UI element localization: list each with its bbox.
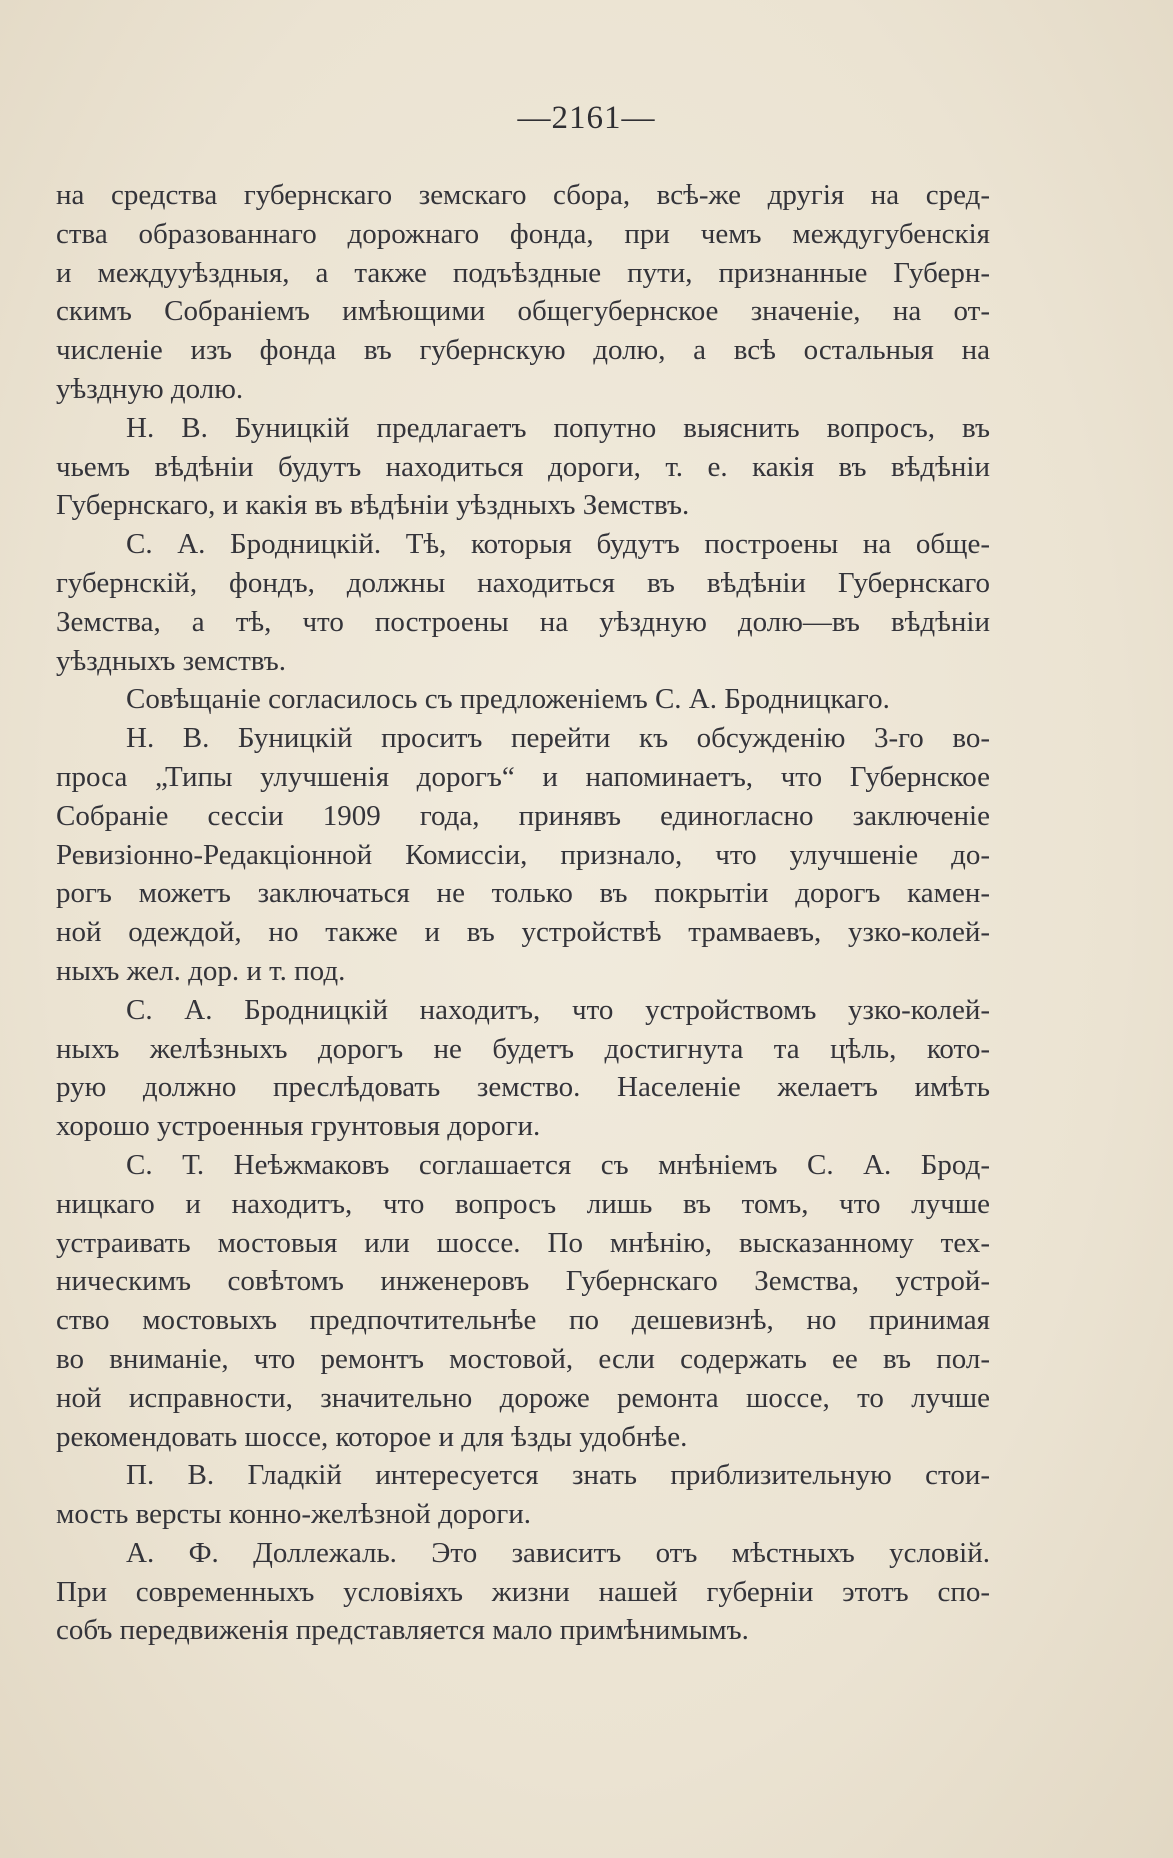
text-line: уѣздную долю. bbox=[56, 372, 244, 405]
text-line: хорошо устроенныя грунтовыя дороги. bbox=[56, 1110, 541, 1143]
text-line: При современныхъ условіяхъ жизни нашей губерніи этотъ спо- bbox=[56, 1575, 990, 1608]
paragraph bbox=[56, 680, 990, 719]
text-line: и междууѣздныя, а также подъѣздные пути, признанные Губерн- bbox=[56, 256, 990, 289]
text-line: рогъ можетъ заключаться не только въ покрытіи дорогъ камен- bbox=[56, 877, 990, 910]
text-line: Ревизіонно-Редакціонной Комиссіи, признало, что улучшеніе до- bbox=[56, 838, 990, 871]
text-line: ныхъ желѣзныхъ дорогъ не будетъ достигнута та цѣль, кото- bbox=[56, 1032, 990, 1065]
text-line: П. В. Гладкій интересуется знать приблизительную стои- bbox=[126, 1459, 990, 1492]
text-line: Н. В. Буницкій предлагаетъ попутно выяснить вопросъ, въ bbox=[126, 411, 990, 444]
body-text bbox=[56, 176, 990, 1650]
text-line: скимъ Собраніемъ имѣющими общегубернское значеніе, на от- bbox=[56, 295, 990, 328]
text-line: А. Ф. Доллежаль. Это зависитъ отъ мѣстныхъ условій. bbox=[126, 1536, 990, 1569]
paragraph bbox=[56, 525, 990, 680]
text-line: С. А. Бродницкій находитъ, что устройствомъ узко-колей- bbox=[126, 993, 990, 1026]
paragraph bbox=[56, 991, 990, 1146]
text-line: мость версты конно-желѣзной дороги. bbox=[56, 1498, 531, 1531]
text-line: губернскій, фондъ, должны находиться въ вѣдѣніи Губернскаго bbox=[56, 566, 990, 599]
text-line: ницкаго и находитъ, что вопросъ лишь въ томъ, что лучше bbox=[56, 1187, 990, 1220]
text-line: С. А. Бродницкій. Тѣ, которыя будутъ построены на обще- bbox=[126, 528, 990, 561]
text-line: Н. В. Буницкій проситъ перейти къ обсужденію 3-го во- bbox=[126, 722, 990, 755]
text-line: ство мостовыхъ предпочтительнѣе по дешевизнѣ, но принимая bbox=[56, 1304, 990, 1337]
text-line: рекомендовать шоссе, которое и для ѣзды удобнѣе. bbox=[56, 1420, 688, 1453]
text-line: ныхъ жел. дор. и т. под. bbox=[56, 954, 346, 987]
text-line: чьемъ вѣдѣніи будутъ находиться дороги, т. е. какія въ вѣдѣніи bbox=[56, 450, 990, 483]
page-number: —2161— bbox=[517, 100, 656, 136]
paragraph bbox=[56, 719, 990, 991]
paragraph bbox=[56, 1456, 990, 1534]
text-line: устраивать мостовыя или шоссе. По мнѣнію, высказанному тех- bbox=[56, 1226, 990, 1259]
text-line: численіе изъ фонда въ губернскую долю, а всѣ остальныя на bbox=[56, 334, 990, 367]
paragraph bbox=[56, 1534, 990, 1650]
text-line: Совѣщаніе согласилось съ предложеніемъ С. А. Бродницкаго. bbox=[126, 683, 890, 716]
text-line: Губернскаго, и какія въ вѣдѣніи уѣздныхъ Земствъ. bbox=[56, 489, 690, 522]
text-line: ной исправности, значительно дороже ремонта шоссе, то лучше bbox=[56, 1381, 990, 1414]
text-line: ной одеждой, но также и въ устройствѣ трамваевъ, узко-колей- bbox=[56, 916, 990, 949]
text-line: на средства губернскаго земскаго сбора, всѣ-же другія на сред- bbox=[56, 179, 990, 211]
text-line: во вниманіе, что ремонтъ мостовой, если содержать ее въ пол- bbox=[56, 1342, 990, 1375]
text-line: рую должно преслѣдовать земство. Населеніе желаетъ имѣть bbox=[56, 1071, 990, 1104]
text-line: ническимъ совѣтомъ инженеровъ Губернскаго Земства, устрой- bbox=[56, 1265, 990, 1298]
text-line: собъ передвиженія представляется мало примѣнимымъ. bbox=[56, 1614, 749, 1647]
text-line: С. Т. Неѣжмаковъ соглашается съ мнѣніемъ С. А. Брод- bbox=[126, 1148, 990, 1181]
paragraph bbox=[56, 176, 990, 409]
text-line: Собраніе сессіи 1909 года, принявъ единогласно заключеніе bbox=[56, 799, 990, 832]
text-line: уѣздныхъ земствъ. bbox=[56, 644, 287, 677]
text-line: ства образованнаго дорожнаго фонда, при чемъ междугубенскія bbox=[56, 217, 990, 250]
paragraph bbox=[56, 409, 990, 525]
paragraph bbox=[56, 1146, 990, 1456]
text-line: Земства, а тѣ, что построены на уѣздную долю—въ вѣдѣніи bbox=[56, 605, 990, 638]
text-line: проса „Типы улучшенія дорогъ“ и напоминаетъ, что Губернское bbox=[56, 760, 990, 793]
